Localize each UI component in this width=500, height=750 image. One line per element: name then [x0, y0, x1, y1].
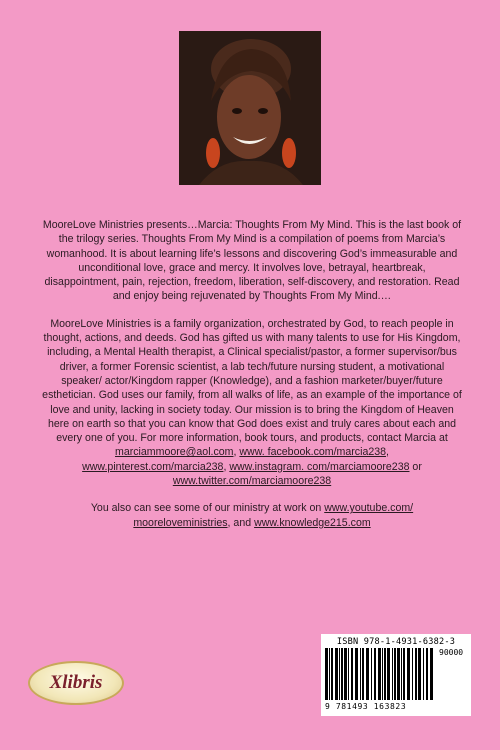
barcode-bar: [384, 648, 386, 700]
barcode-bar: [401, 648, 402, 700]
paragraph-2: [42, 317, 462, 489]
barcode-bar: [403, 648, 405, 700]
paragraph-text: or: [409, 460, 422, 473]
barcode-bar: [366, 648, 369, 700]
barcode-bar: [344, 648, 347, 700]
contact-link[interactable]: www.instagram. com/marciamoore238: [229, 460, 410, 473]
paragraph-text: ,: [233, 446, 240, 459]
paragraph-1: [42, 218, 462, 304]
paragraph-text: You also can see some of our ministry at work on: [90, 502, 325, 515]
author-photo: [179, 31, 321, 185]
barcode-bar: [339, 648, 340, 700]
isbn-barcode: [321, 634, 471, 716]
paragraph-3: [42, 501, 462, 530]
barcode-bar: [397, 648, 400, 700]
contact-link[interactable]: marciammoore@aol.com: [115, 446, 234, 459]
contact-link[interactable]: www.pinterest.com/marcia238: [82, 460, 224, 473]
barcode-bar: [374, 648, 376, 700]
barcode-bar: [331, 648, 333, 700]
paragraph-text: MooreLove Ministries presents…Marcia: Thoughts From My Mind. This is the last book of the trilogy series. Thoughts From My Mind is a compilation of poems from Marcia’s womanhood. It is about learning life’s lessons and discovering God’s immeasurable and unconditional love, grace and mercy. It involves love, betrayal, heartbreak, disappointment, pain, rejection, freedom, liberation, self-discovery, and restoration. Read and enjoy being rejuvenated by Thoughts From My Mind.…: [42, 219, 462, 303]
paragraph-text: ,: [223, 460, 230, 473]
price-code: 90000: [439, 648, 464, 657]
paragraph-text: , and: [227, 516, 255, 529]
barcode-bar: [418, 648, 421, 700]
barcode-bars: [325, 648, 435, 700]
barcode-bar: [348, 648, 349, 700]
barcode-bar: [335, 648, 338, 700]
xlibris-logo-text: Xlibris: [49, 672, 103, 693]
barcode-bar: [394, 648, 396, 700]
barcode-bar: [329, 648, 330, 700]
barcode-bar: [423, 648, 424, 700]
barcode-bar: [362, 648, 364, 700]
contact-link[interactable]: www.twitter.com/marciamoore238: [172, 475, 332, 488]
barcode-bar: [430, 648, 433, 700]
contact-link[interactable]: www. facebook.com/marcia238: [239, 446, 387, 459]
barcode-bar: [360, 648, 361, 700]
contact-link[interactable]: www.knowledge215.com: [254, 516, 371, 529]
barcode-bar: [392, 648, 393, 700]
barcode-bar: [412, 648, 413, 700]
barcode-bar: [407, 648, 410, 700]
description-text: [42, 218, 462, 543]
barcode-bar: [426, 648, 428, 700]
paragraph-text: MooreLove Ministries is a family organization, orchestrated by God, to reach people in thought, actions, and deeds. God has gifted us with many talents to use for His Kingdom, including, a Mental Health therapist, a Clinical specialist/pastor, a former supervisor/bus driver, a former Forensic scientist, a lab tech/future nursing student, a motivational speaker/ actor/Kingdom rapper (Knowledge), and a fashion marketer/buyer/future esthetician. God uses our family, from all walks of life, as an example of the importance of love and unity, lacking in society today. Our mission is to bring the Kingdom of Heaven here on earth so that you can know that God does exist and truly cares about each and every one of you. For more information, book tours, and products, contact Marcia at: [42, 317, 462, 445]
xlibris-logo: [28, 661, 124, 705]
contact-link[interactable]: www.youtube.com/ mooreloveministries: [133, 502, 414, 529]
paragraph-text: ,: [386, 446, 389, 459]
barcode-bar: [382, 648, 383, 700]
isbn-label: ISBN 978-1-4931-6382-3: [336, 637, 456, 647]
barcode-bar: [351, 648, 353, 700]
barcode-bar: [371, 648, 372, 700]
barcode-bar: [355, 648, 358, 700]
barcode-bar: [325, 648, 328, 700]
barcode-bar: [341, 648, 343, 700]
barcode-bar: [387, 648, 390, 700]
barcode-bar: [378, 648, 381, 700]
barcode-bar: [415, 648, 417, 700]
barcode-digits: 9 781493 163823: [325, 702, 407, 711]
